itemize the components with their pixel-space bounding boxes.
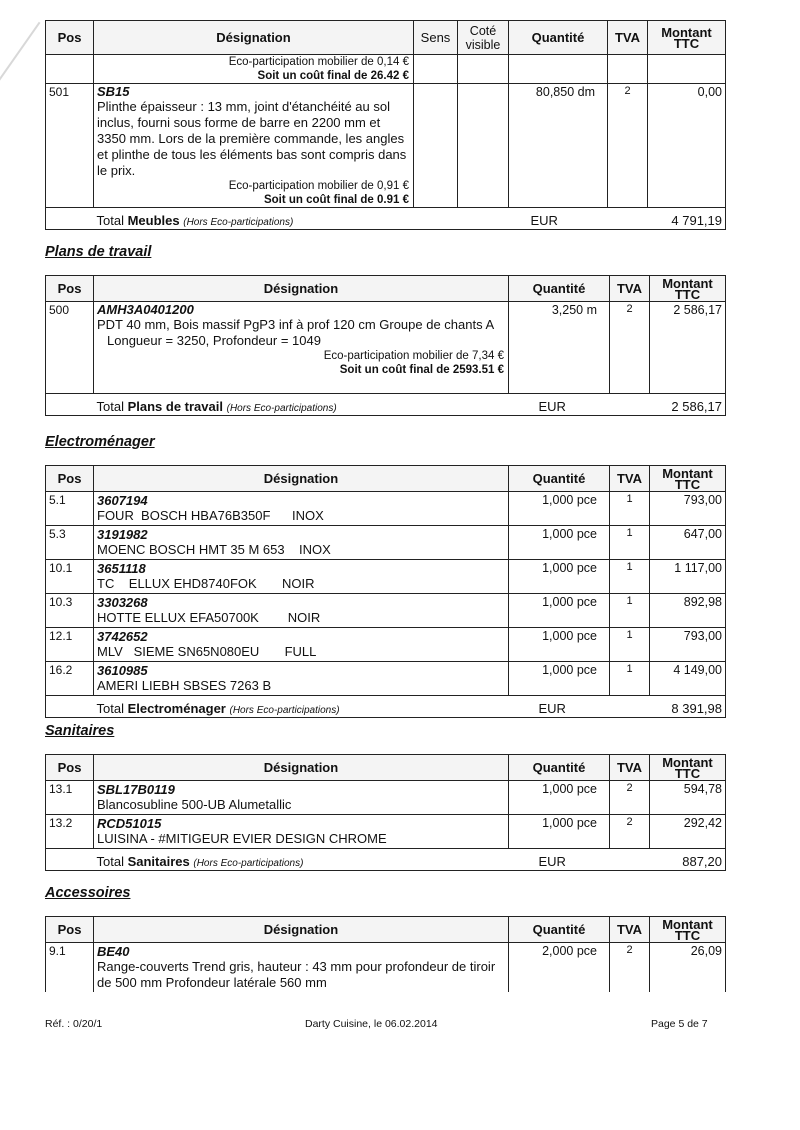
article-description: MOENC BOSCH HMT 35 M 653 INOX bbox=[97, 542, 331, 557]
article-code: SB15 bbox=[97, 84, 130, 99]
article-description: Blancosubline 500-UB Alumetallic bbox=[97, 797, 292, 812]
total-note: (Hors Eco-participations) bbox=[226, 403, 337, 414]
col-pos: Pos bbox=[46, 755, 94, 781]
total-row bbox=[46, 208, 726, 230]
col-tva: TVA bbox=[610, 917, 650, 943]
table-row bbox=[46, 84, 726, 208]
col-tva: TVA bbox=[610, 466, 650, 492]
article-code: RCD51015 bbox=[97, 816, 162, 831]
scan-artifact bbox=[0, 22, 40, 121]
row-amount: 292,42 bbox=[650, 815, 726, 849]
table-row bbox=[46, 526, 726, 560]
row-tva: 1 bbox=[610, 594, 650, 628]
article-description: FOUR BOSCH HBA76B350F INOX bbox=[97, 508, 324, 523]
row-quantity: 1,000 pce bbox=[509, 781, 610, 815]
footer-ref: Réf. : 0/20/1 bbox=[45, 1018, 103, 1030]
row-quantity: 1,000 pce bbox=[509, 594, 610, 628]
row-tva: 1 bbox=[610, 492, 650, 526]
meubles-table bbox=[45, 20, 726, 230]
article-code: BE40 bbox=[97, 944, 130, 959]
col-montant: Montant TTC bbox=[650, 276, 726, 302]
col-montant: Montant TTC bbox=[650, 466, 726, 492]
row-amount: 892,98 bbox=[650, 594, 726, 628]
col-montant: Montant TTC bbox=[648, 21, 726, 55]
article-description: MLV SIEME SN65N080EU FULL bbox=[97, 644, 317, 659]
row-pos: 500 bbox=[46, 302, 94, 394]
col-montant: Montant TTC bbox=[650, 917, 726, 943]
article-code: 3303268 bbox=[97, 595, 148, 610]
row-pos: 16.2 bbox=[46, 662, 94, 696]
row-tva: 2 bbox=[610, 302, 650, 394]
total-note: (Hors Eco-participations) bbox=[229, 705, 340, 716]
row-quantity: 1,000 pce bbox=[509, 526, 610, 560]
col-designation: Désignation bbox=[94, 755, 509, 781]
article-code: 3191982 bbox=[97, 527, 148, 542]
article-code: 3651118 bbox=[97, 561, 146, 576]
row-amount: 594,78 bbox=[650, 781, 726, 815]
col-quantite: Quantité bbox=[509, 21, 608, 55]
plans-table bbox=[45, 275, 726, 416]
col-tva: TVA bbox=[608, 21, 648, 55]
col-pos: Pos bbox=[46, 21, 94, 55]
total-prefix: Total bbox=[96, 213, 124, 228]
col-cote-visible: Coté visible bbox=[458, 21, 509, 55]
section-title-plans: Plans de travail bbox=[45, 244, 152, 260]
col-pos: Pos bbox=[46, 466, 94, 492]
row-pos: 13.1 bbox=[46, 781, 94, 815]
total-name: Plans de travail bbox=[127, 399, 223, 414]
row-quantity: 1,000 pce bbox=[509, 815, 610, 849]
total-note: (Hors Eco-participations) bbox=[183, 217, 294, 228]
row-pos: 10.1 bbox=[46, 560, 94, 594]
row-amount: 4 149,00 bbox=[650, 662, 726, 696]
total-row bbox=[46, 849, 726, 871]
row-quantity: 1,000 pce bbox=[509, 662, 610, 696]
final-cost: Soit un coût final de 2593.51 € bbox=[339, 364, 504, 376]
total-amount: 887,20 bbox=[650, 849, 726, 871]
row-quantity: 1,000 pce bbox=[509, 560, 610, 594]
row-quantity: 80,850 dm bbox=[509, 84, 608, 208]
article-description: AMERI LIEBH SBSES 7263 B bbox=[97, 678, 272, 693]
article-description: TC ELLUX EHD8740FOK NOIR bbox=[97, 576, 315, 591]
row-amount: 793,00 bbox=[650, 492, 726, 526]
row-pos: 10.3 bbox=[46, 594, 94, 628]
article-description: PDT 40 mm, Bois massif PgP3 inf à prof 120 cm Groupe de chants A bbox=[97, 317, 495, 332]
row-amount: 2 586,17 bbox=[650, 302, 726, 394]
row-quantity: 1,000 pce bbox=[509, 628, 610, 662]
total-prefix: Total bbox=[96, 399, 124, 414]
col-pos: Pos bbox=[46, 917, 94, 943]
table-row bbox=[46, 492, 726, 526]
table-row bbox=[46, 943, 726, 993]
col-pos: Pos bbox=[46, 276, 94, 302]
row-tva: 1 bbox=[610, 628, 650, 662]
electro-table bbox=[45, 465, 726, 718]
row-amount: 0,00 bbox=[648, 84, 726, 208]
row-quantity: 1,000 pce bbox=[509, 492, 610, 526]
article-description: Plinthe épaisseur : 13 mm, joint d'étanchéité au sol inclus, fourni sous forme de barre en 2200 mm et 3350 mm. Lors de la première commande, les angles et plinthe de tous les éléments bas sont compris dans le prix. bbox=[97, 99, 407, 178]
row-pos: 13.2 bbox=[46, 815, 94, 849]
row-pos: 5.1 bbox=[46, 492, 94, 526]
total-name: Meubles bbox=[127, 213, 180, 228]
row-pos: 501 bbox=[46, 84, 94, 208]
article-description: LUISINA - #MITIGEUR EVIER DESIGN CHROME bbox=[97, 831, 387, 846]
col-designation: Désignation bbox=[94, 276, 509, 302]
row-tva: 1 bbox=[610, 526, 650, 560]
table-row bbox=[46, 628, 726, 662]
table-row bbox=[46, 815, 726, 849]
eco-participation: Eco-participation mobilier de 0,91 € bbox=[228, 180, 409, 192]
footer-center: Darty Cuisine, le 06.02.2014 bbox=[305, 1018, 438, 1030]
col-tva: TVA bbox=[610, 276, 650, 302]
col-quantite: Quantité bbox=[509, 276, 610, 302]
footer-page-number: Page 5 de 7 bbox=[651, 1018, 708, 1030]
article-dimensions: Longueur = 3250, Profondeur = 1049 bbox=[107, 333, 321, 348]
col-quantite: Quantité bbox=[509, 466, 610, 492]
total-currency: EUR bbox=[509, 849, 610, 871]
table-row bbox=[46, 781, 726, 815]
row-amount: 1 117,00 bbox=[650, 560, 726, 594]
col-sens: Sens bbox=[414, 21, 458, 55]
col-designation: Désignation bbox=[94, 466, 509, 492]
row-pos: 12.1 bbox=[46, 628, 94, 662]
row-pos: 5.3 bbox=[46, 526, 94, 560]
col-designation: Désignation bbox=[94, 917, 509, 943]
row-amount: 26,09 bbox=[650, 943, 726, 993]
sanitaires-table bbox=[45, 754, 726, 871]
article-description: Range-couverts Trend gris, hauteur : 43 mm pour profondeur de tiroir de 500 mm Profondeur latérale 560 mm bbox=[97, 959, 496, 990]
eco-participation: Eco-participation mobilier de 7,34 € bbox=[323, 350, 504, 362]
final-cost: Soit un coût final de 26.42 € bbox=[257, 70, 409, 82]
article-code: SBL17B0119 bbox=[97, 782, 175, 797]
total-amount: 8 391,98 bbox=[650, 696, 726, 718]
eco-participation: Eco-participation mobilier de 0,14 € bbox=[228, 56, 409, 68]
total-currency: EUR bbox=[509, 696, 610, 718]
section-title-sanitaires: Sanitaires bbox=[45, 723, 115, 739]
col-quantite: Quantité bbox=[509, 917, 610, 943]
row-tva: 2 bbox=[610, 781, 650, 815]
row-amount: 647,00 bbox=[650, 526, 726, 560]
col-designation: Désignation bbox=[94, 21, 414, 55]
col-montant: Montant TTC bbox=[650, 755, 726, 781]
accessoires-table bbox=[45, 916, 726, 992]
total-currency: EUR bbox=[509, 394, 610, 416]
article-code: AMH3A0401200 bbox=[97, 302, 194, 317]
row-pos: 9.1 bbox=[46, 943, 94, 993]
total-prefix: Total bbox=[96, 854, 124, 869]
article-description: HOTTE ELLUX EFA50700K NOIR bbox=[97, 610, 321, 625]
table-row bbox=[46, 594, 726, 628]
table-row bbox=[46, 560, 726, 594]
section-title-electro: Electroménager bbox=[45, 434, 155, 450]
total-row bbox=[46, 394, 726, 416]
row-quantity: 2,000 pce bbox=[509, 943, 610, 993]
article-code: 3742652 bbox=[97, 629, 148, 644]
total-row bbox=[46, 696, 726, 718]
section-title-accessoires: Accessoires bbox=[45, 885, 131, 901]
article-code: 3610985 bbox=[97, 663, 148, 678]
row-tva: 1 bbox=[610, 560, 650, 594]
total-amount: 4 791,19 bbox=[648, 208, 726, 230]
col-tva: TVA bbox=[610, 755, 650, 781]
article-code: 3607194 bbox=[97, 493, 148, 508]
row-tva: 2 bbox=[610, 815, 650, 849]
row-amount: 793,00 bbox=[650, 628, 726, 662]
table-row bbox=[46, 662, 726, 696]
row-tva: 2 bbox=[610, 943, 650, 993]
total-name: Electroménager bbox=[127, 701, 226, 716]
total-name: Sanitaires bbox=[127, 854, 190, 869]
total-currency: EUR bbox=[509, 208, 608, 230]
total-amount: 2 586,17 bbox=[650, 394, 726, 416]
table-row bbox=[46, 302, 726, 394]
total-prefix: Total bbox=[96, 701, 124, 716]
row-tva: 1 bbox=[610, 662, 650, 696]
row-quantity: 3,250 m bbox=[509, 302, 610, 394]
col-quantite: Quantité bbox=[509, 755, 610, 781]
final-cost: Soit un coût final de 0.91 € bbox=[263, 194, 409, 206]
total-note: (Hors Eco-participations) bbox=[193, 858, 304, 869]
row-tva: 2 bbox=[608, 84, 648, 208]
